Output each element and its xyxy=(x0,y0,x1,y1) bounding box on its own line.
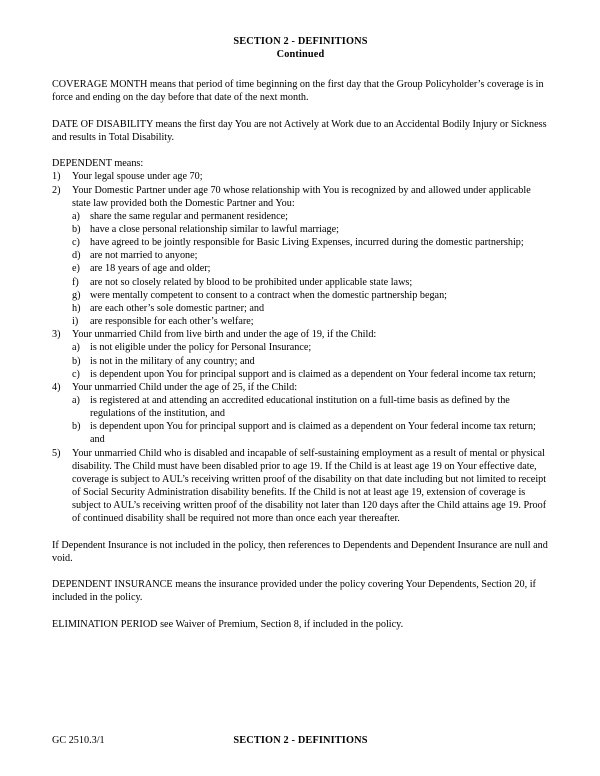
page-subtitle: Continued xyxy=(276,48,325,60)
dependent-list xyxy=(52,170,549,525)
list-item xyxy=(52,170,549,183)
list-marker: 3) xyxy=(52,329,61,341)
list-item-row xyxy=(52,184,549,210)
paragraph-dependent-null-void: If Dependent Insurance is not included in the policy, then references to Dependents and Dependent Insurance are null and void. xyxy=(52,539,548,564)
paragraph-elimination-period: ELIMINATION PERIOD see Waiver of Premium, Section 8, if included in the policy. xyxy=(52,618,404,630)
list-item-text: Your Domestic Partner under age 70 whose relationship with You is recognized by and allowed under applicable state law provided both the Domestic Partner and You: xyxy=(72,184,531,209)
paragraph-dependent-intro: DEPENDENT means: xyxy=(52,158,144,170)
sublist-item xyxy=(52,210,549,223)
spacer xyxy=(52,61,549,78)
sublist-item xyxy=(52,315,549,328)
document-content xyxy=(52,36,549,631)
page-title: SECTION 2 - DEFINITIONS xyxy=(233,36,368,47)
list-item xyxy=(52,381,549,447)
sublist xyxy=(52,210,549,328)
sublist xyxy=(52,394,549,447)
sublist-item-text: have agreed to be jointly responsible for Basic Living Expenses, incurred during the domestic partnership; xyxy=(90,237,524,249)
sublist-marker: h) xyxy=(72,302,81,314)
sublist-item xyxy=(52,289,549,302)
sublist-marker: i) xyxy=(72,316,79,328)
sublist-item-text: are not so closely related by blood to be prohibited under applicable state laws; xyxy=(90,276,413,288)
spacer xyxy=(52,565,549,578)
list-marker: 5) xyxy=(52,447,61,459)
sublist-marker: d) xyxy=(72,250,81,262)
sublist-marker: a) xyxy=(72,342,80,354)
sublist-item xyxy=(52,249,549,262)
sublist-item-text: were mentally competent to consent to a contract when the domestic partnership began; xyxy=(90,289,448,301)
paragraph-dependent-insurance: DEPENDENT INSURANCE means the insurance provided under the policy covering Your Dependents, Section 20, if included in the policy. xyxy=(52,579,536,604)
sublist-item-text: is not eligible under the policy for Personal Insurance; xyxy=(90,342,312,354)
sublist-marker: a) xyxy=(72,210,80,222)
sublist-item-text: is registered at and attending an accredited educational institution on a full-time basis as defined by the regulations of the institution, and xyxy=(90,395,510,420)
list-item-text: Your unmarried Child under the age of 25, if the Child: xyxy=(72,381,298,393)
sublist-item-text: is dependent upon You for principal support and is claimed as a dependent on Your federal income tax return; xyxy=(90,368,536,380)
sublist-item xyxy=(52,341,549,354)
page-footer xyxy=(52,734,549,748)
sublist-item xyxy=(52,223,549,236)
sublist-marker: f) xyxy=(72,276,79,288)
list-item-row xyxy=(52,170,549,183)
spacer xyxy=(52,605,549,618)
sublist-item xyxy=(52,368,549,381)
footer-section-title: SECTION 2 - DEFINITIONS xyxy=(233,735,368,746)
paragraph-coverage-month: COVERAGE MONTH means that period of time beginning on the first day that the Group Policyholder’s coverage is in force and ending on the day before that date of the next month. xyxy=(52,79,544,104)
list-item-row xyxy=(52,328,549,341)
sublist-item-text: share the same regular and permanent residence; xyxy=(90,210,288,222)
list-item xyxy=(52,447,549,526)
sublist-item xyxy=(52,262,549,275)
paragraph-date-of-disability: DATE OF DISABILITY means the first day You are not Actively at Work due to an Accidental Bodily Injury or Sickness and results in Total Disability. xyxy=(52,118,547,143)
sublist-item xyxy=(52,236,549,249)
spacer xyxy=(52,105,549,118)
sublist-item xyxy=(52,394,549,420)
sublist-item-text: is not in the military of any country; and xyxy=(90,355,255,367)
sublist-item-text: are each other’s sole domestic partner; and xyxy=(90,302,265,314)
sublist-marker: b) xyxy=(72,421,81,433)
sublist-item-text: are 18 years of age and older; xyxy=(90,263,211,275)
sublist-item-text: is dependent upon You for principal support and is claimed as a dependent on Your federal income tax return; and xyxy=(90,421,536,446)
sublist-marker: b) xyxy=(72,223,81,235)
list-item-row xyxy=(52,447,549,526)
sublist-item-text: are responsible for each other’s welfare; xyxy=(90,316,254,328)
list-item xyxy=(52,328,549,381)
footer-form-number: GC 2510.3/1 xyxy=(52,735,105,746)
sublist-item xyxy=(52,355,549,368)
sublist-marker: e) xyxy=(72,263,80,275)
spacer xyxy=(52,144,549,157)
sublist-marker: c) xyxy=(72,237,80,249)
list-marker: 4) xyxy=(52,381,61,393)
sublist-item-text: are not married to anyone; xyxy=(90,250,198,262)
sublist-item xyxy=(52,276,549,289)
list-item-text: Your unmarried Child who is disabled and incapable of self-sustaining employment as a result of mental or physical disability. The Child must have been disabled prior to age 19. If the Child is at least age 19 on Your effective date, coverage is subject to AUL’s receiving written proof of the disability on that date including but not limited to receipt of Social Security Administration disability benefits. If the Child is not at least age 19, extension of coverage is subject to AUL’s receiving written proof of the disability not later than 120 days after the Child attains age 19. Proof of continued disability shall be required not more than once each year thereafter. xyxy=(72,447,547,525)
spacer xyxy=(52,526,549,539)
sublist-marker: b) xyxy=(72,355,81,367)
sublist-marker: a) xyxy=(72,395,80,406)
sublist-item xyxy=(52,420,549,446)
sublist-item xyxy=(52,302,549,315)
list-item-row xyxy=(52,381,549,394)
list-item-text: Your unmarried Child from live birth and under the age of 19, if the Child: xyxy=(72,329,377,341)
sublist xyxy=(52,341,549,380)
list-item-text: Your legal spouse under age 70; xyxy=(72,171,203,183)
sublist-marker: g) xyxy=(72,289,81,301)
sublist-item-text: have a close personal relationship similar to lawful marriage; xyxy=(90,223,339,235)
list-item xyxy=(52,184,549,329)
list-marker: 1) xyxy=(52,171,61,183)
list-marker: 2) xyxy=(52,184,61,196)
sublist-marker: c) xyxy=(72,368,80,380)
